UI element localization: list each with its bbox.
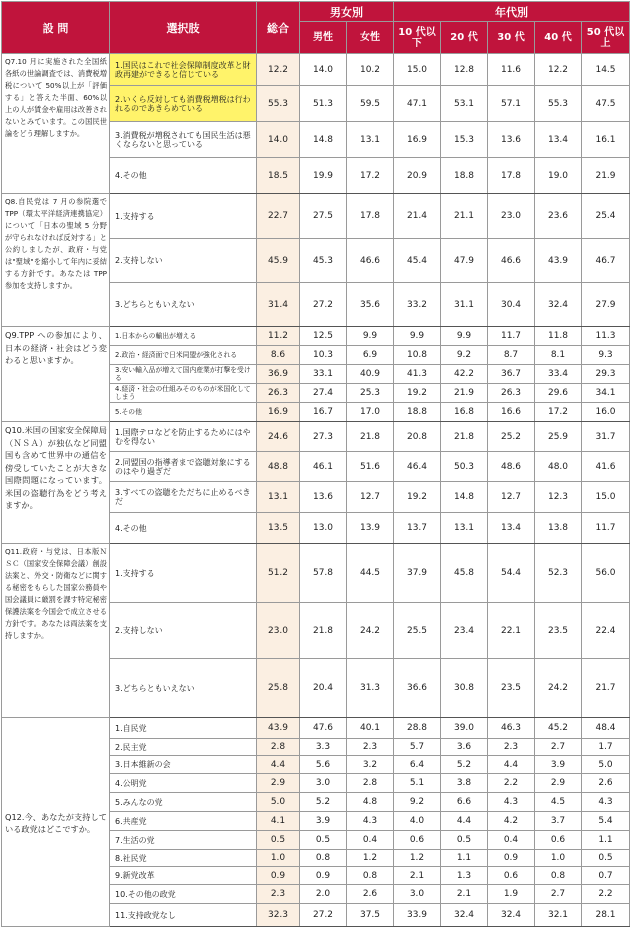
value-cell: 21.8: [347, 422, 394, 452]
age-20s-column-header: 20 代: [441, 22, 488, 54]
value-cell: 11.6: [488, 54, 535, 86]
value-cell: 23.5: [535, 603, 582, 659]
value-cell: 0.6: [488, 867, 535, 885]
value-cell: 32.4: [488, 904, 535, 927]
value-cell: 45.8: [441, 544, 488, 603]
value-cell: 16.1: [582, 122, 630, 158]
value-cell: 23.0: [488, 194, 535, 239]
value-cell: 4.3: [488, 793, 535, 812]
value-cell: 46.6: [488, 239, 535, 283]
value-cell: 2.7: [535, 885, 582, 904]
value-cell: 2.0: [300, 885, 347, 904]
value-cell: 3.9: [535, 756, 582, 774]
value-cell: 20.9: [394, 158, 441, 194]
value-cell: 5.6: [300, 756, 347, 774]
value-cell: 9.9: [347, 327, 394, 346]
value-cell: 14.0: [300, 54, 347, 86]
choice-cell: 4.その他: [110, 158, 257, 194]
value-cell: 29.6: [535, 384, 582, 403]
value-cell: 46.1: [300, 452, 347, 482]
total-value-cell: 22.7: [257, 194, 300, 239]
value-cell: 45.3: [300, 239, 347, 283]
female-column-header: 女性: [347, 22, 394, 54]
value-cell: 15.0: [394, 54, 441, 86]
value-cell: 5.4: [582, 812, 630, 831]
value-cell: 18.8: [394, 403, 441, 422]
value-cell: 1.2: [347, 850, 394, 867]
value-cell: 0.6: [394, 831, 441, 850]
gender-group-header: 男女別: [300, 2, 394, 22]
total-column-header: 総合: [257, 2, 300, 54]
value-cell: 35.6: [347, 283, 394, 327]
value-cell: 48.0: [535, 452, 582, 482]
age-group-header: 年代別: [394, 2, 630, 22]
table-row: [2, 327, 630, 346]
value-cell: 30.8: [441, 659, 488, 718]
value-cell: 21.4: [394, 194, 441, 239]
total-value-cell: 5.0: [257, 793, 300, 812]
choice-cell: 3.すべての盗聴をただちに止めるべきだ: [110, 482, 257, 513]
value-cell: 47.1: [394, 86, 441, 122]
total-value-cell: 26.3: [257, 384, 300, 403]
total-value-cell: 2.8: [257, 739, 300, 756]
value-cell: 6.4: [394, 756, 441, 774]
value-cell: 1.2: [394, 850, 441, 867]
value-cell: 16.9: [394, 122, 441, 158]
value-cell: 25.2: [488, 422, 535, 452]
choice-cell: 5.その他: [110, 403, 257, 422]
total-value-cell: 51.2: [257, 544, 300, 603]
value-cell: 17.2: [347, 158, 394, 194]
value-cell: 19.2: [394, 384, 441, 403]
value-cell: 4.4: [441, 812, 488, 831]
value-cell: 9.9: [441, 327, 488, 346]
value-cell: 14.8: [441, 482, 488, 513]
value-cell: 17.8: [488, 158, 535, 194]
choice-cell: 7.生活の党: [110, 831, 257, 850]
value-cell: 10.8: [394, 346, 441, 365]
table-row: [2, 194, 630, 239]
value-cell: 22.4: [582, 603, 630, 659]
value-cell: 11.7: [582, 513, 630, 544]
choice-cell: 3.消費税が増税されても国民生活は悪くならないと思っている: [110, 122, 257, 158]
age-30s-column-header: 30 代: [488, 22, 535, 54]
value-cell: 16.7: [300, 403, 347, 422]
total-value-cell: 13.1: [257, 482, 300, 513]
total-value-cell: 18.5: [257, 158, 300, 194]
total-value-cell: 25.8: [257, 659, 300, 718]
total-value-cell: 13.5: [257, 513, 300, 544]
value-cell: 19.2: [394, 482, 441, 513]
value-cell: 1.1: [441, 850, 488, 867]
value-cell: 34.1: [582, 384, 630, 403]
value-cell: 3.6: [441, 739, 488, 756]
choice-cell: 4.公明党: [110, 774, 257, 793]
value-cell: 16.8: [441, 403, 488, 422]
total-value-cell: 55.3: [257, 86, 300, 122]
value-cell: 0.9: [488, 850, 535, 867]
value-cell: 52.3: [535, 544, 582, 603]
value-cell: 25.4: [582, 194, 630, 239]
total-value-cell: 48.8: [257, 452, 300, 482]
total-value-cell: 0.5: [257, 831, 300, 850]
value-cell: 32.4: [535, 283, 582, 327]
male-column-header: 男性: [300, 22, 347, 54]
value-cell: 11.8: [535, 327, 582, 346]
choice-cell: 1.国民はこれで社会保障制度改革と財政再建ができると信じている: [110, 54, 257, 86]
value-cell: 23.6: [535, 194, 582, 239]
value-cell: 47.5: [582, 86, 630, 122]
choice-cell: 1.自民党: [110, 718, 257, 739]
total-value-cell: 1.0: [257, 850, 300, 867]
question-cell: Q12.今、あなたが支持している政党はどこですか。: [2, 718, 110, 927]
value-cell: 9.2: [441, 346, 488, 365]
question-cell: Q9.TPP への参加により、日本の経済・社会はどう変わると思いますか。: [2, 327, 110, 422]
value-cell: 13.4: [535, 122, 582, 158]
value-cell: 3.2: [347, 756, 394, 774]
value-cell: 2.7: [535, 739, 582, 756]
total-value-cell: 12.2: [257, 54, 300, 86]
survey-results-table: [1, 1, 630, 927]
value-cell: 51.6: [347, 452, 394, 482]
value-cell: 4.3: [582, 793, 630, 812]
value-cell: 5.2: [441, 756, 488, 774]
value-cell: 2.6: [582, 774, 630, 793]
value-cell: 4.3: [347, 812, 394, 831]
question-cell: Q10.米国の国家安全保障局（ＮＳＡ）が独仏など同盟国も含めて世界中の通信を傍受していたことが大きな国際問題になっています。米国の盗聴行為をどう考えますか。: [2, 422, 110, 544]
value-cell: 14.8: [300, 122, 347, 158]
value-cell: 2.8: [347, 774, 394, 793]
value-cell: 21.1: [441, 194, 488, 239]
value-cell: 2.2: [582, 885, 630, 904]
value-cell: 12.7: [347, 482, 394, 513]
choice-cell: 1.国際テロなどを防止するためにはやむを得ない: [110, 422, 257, 452]
value-cell: 15.0: [582, 482, 630, 513]
total-value-cell: 43.9: [257, 718, 300, 739]
value-cell: 33.4: [535, 365, 582, 384]
value-cell: 3.9: [300, 812, 347, 831]
choice-cell: 3.どちらともいえない: [110, 659, 257, 718]
choice-cell: 4.経済・社会の仕組みそのものが米国化してしまう: [110, 384, 257, 403]
value-cell: 6.6: [441, 793, 488, 812]
value-cell: 13.8: [535, 513, 582, 544]
value-cell: 47.6: [300, 718, 347, 739]
value-cell: 31.3: [347, 659, 394, 718]
value-cell: 53.1: [441, 86, 488, 122]
total-value-cell: 31.4: [257, 283, 300, 327]
value-cell: 36.6: [394, 659, 441, 718]
value-cell: 23.4: [441, 603, 488, 659]
value-cell: 0.5: [582, 850, 630, 867]
table-row: [2, 544, 630, 603]
value-cell: 9.3: [582, 346, 630, 365]
total-value-cell: 24.6: [257, 422, 300, 452]
choice-cell: 8.社民党: [110, 850, 257, 867]
value-cell: 31.1: [441, 283, 488, 327]
table-row: [2, 422, 630, 452]
table-row: [2, 54, 630, 86]
value-cell: 25.3: [347, 384, 394, 403]
value-cell: 28.8: [394, 718, 441, 739]
choice-cell: 2.同盟国の指導者まで盗聴対象にするのはやり過ぎだ: [110, 452, 257, 482]
value-cell: 17.0: [347, 403, 394, 422]
value-cell: 5.1: [394, 774, 441, 793]
value-cell: 5.2: [300, 793, 347, 812]
value-cell: 27.5: [300, 194, 347, 239]
value-cell: 41.6: [582, 452, 630, 482]
value-cell: 14.5: [582, 54, 630, 86]
value-cell: 5.7: [394, 739, 441, 756]
value-cell: 12.2: [535, 54, 582, 86]
value-cell: 13.1: [347, 122, 394, 158]
total-value-cell: 0.9: [257, 867, 300, 885]
total-value-cell: 32.3: [257, 904, 300, 927]
value-cell: 0.6: [535, 831, 582, 850]
choice-cell: 3.どちらともいえない: [110, 283, 257, 327]
value-cell: 2.1: [441, 885, 488, 904]
value-cell: 3.0: [300, 774, 347, 793]
value-cell: 32.4: [441, 904, 488, 927]
total-value-cell: 14.0: [257, 122, 300, 158]
value-cell: 5.0: [582, 756, 630, 774]
choice-cell: 1.支持する: [110, 544, 257, 603]
value-cell: 33.9: [394, 904, 441, 927]
total-value-cell: 23.0: [257, 603, 300, 659]
choice-cell: 10.その他の政党: [110, 885, 257, 904]
choice-cell: 2.支持しない: [110, 239, 257, 283]
value-cell: 19.0: [535, 158, 582, 194]
value-cell: 48.6: [488, 452, 535, 482]
value-cell: 1.0: [535, 850, 582, 867]
choice-cell: 5.みんなの党: [110, 793, 257, 812]
value-cell: 27.2: [300, 904, 347, 927]
value-cell: 21.8: [300, 603, 347, 659]
choice-cell: 1.支持する: [110, 194, 257, 239]
value-cell: 40.9: [347, 365, 394, 384]
value-cell: 2.3: [347, 739, 394, 756]
value-cell: 33.1: [300, 365, 347, 384]
value-cell: 17.8: [347, 194, 394, 239]
value-cell: 37.9: [394, 544, 441, 603]
choice-cell: 11.支持政党なし: [110, 904, 257, 927]
value-cell: 2.9: [535, 774, 582, 793]
value-cell: 37.5: [347, 904, 394, 927]
value-cell: 13.0: [300, 513, 347, 544]
value-cell: 42.2: [441, 365, 488, 384]
value-cell: 16.6: [488, 403, 535, 422]
value-cell: 4.5: [535, 793, 582, 812]
value-cell: 24.2: [535, 659, 582, 718]
total-value-cell: 11.2: [257, 327, 300, 346]
total-value-cell: 4.1: [257, 812, 300, 831]
value-cell: 0.4: [347, 831, 394, 850]
value-cell: 39.0: [441, 718, 488, 739]
value-cell: 20.4: [300, 659, 347, 718]
value-cell: 13.4: [488, 513, 535, 544]
value-cell: 45.2: [535, 718, 582, 739]
value-cell: 55.3: [535, 86, 582, 122]
value-cell: 46.3: [488, 718, 535, 739]
value-cell: 2.2: [488, 774, 535, 793]
value-cell: 54.4: [488, 544, 535, 603]
value-cell: 27.9: [582, 283, 630, 327]
choice-cell: 2.支持しない: [110, 603, 257, 659]
value-cell: 3.7: [535, 812, 582, 831]
value-cell: 0.7: [582, 867, 630, 885]
value-cell: 11.7: [488, 327, 535, 346]
value-cell: 29.3: [582, 365, 630, 384]
value-cell: 20.8: [394, 422, 441, 452]
survey-body: [2, 54, 630, 927]
value-cell: 28.1: [582, 904, 630, 927]
value-cell: 0.5: [441, 831, 488, 850]
value-cell: 57.8: [300, 544, 347, 603]
value-cell: 0.9: [300, 867, 347, 885]
value-cell: 30.4: [488, 283, 535, 327]
total-value-cell: 8.6: [257, 346, 300, 365]
value-cell: 50.3: [441, 452, 488, 482]
value-cell: 19.9: [300, 158, 347, 194]
value-cell: 8.1: [535, 346, 582, 365]
value-cell: 4.2: [488, 812, 535, 831]
value-cell: 13.6: [300, 482, 347, 513]
value-cell: 25.9: [535, 422, 582, 452]
value-cell: 22.1: [488, 603, 535, 659]
value-cell: 1.9: [488, 885, 535, 904]
table-row: [2, 718, 630, 739]
value-cell: 0.5: [300, 831, 347, 850]
value-cell: 0.8: [535, 867, 582, 885]
value-cell: 2.1: [394, 867, 441, 885]
value-cell: 3.3: [300, 739, 347, 756]
value-cell: 46.7: [582, 239, 630, 283]
choice-cell: 3.日本維新の会: [110, 756, 257, 774]
question-cell: Q7.10 月に実施された全国紙各紙の世論調査では、消費税増税について 50%以上が「評価する」と答えた半面、60%以上の人が賃金や雇用は改善されないとみています。この国民世論をどう理解しますか。: [2, 54, 110, 194]
choice-cell: 3.安い輸入品が増えて国内産業が打撃を受ける: [110, 365, 257, 384]
value-cell: 18.8: [441, 158, 488, 194]
value-cell: 16.0: [582, 403, 630, 422]
value-cell: 8.7: [488, 346, 535, 365]
value-cell: 0.8: [300, 850, 347, 867]
value-cell: 15.3: [441, 122, 488, 158]
value-cell: 3.8: [441, 774, 488, 793]
total-value-cell: 36.9: [257, 365, 300, 384]
value-cell: 1.1: [582, 831, 630, 850]
value-cell: 43.9: [535, 239, 582, 283]
value-cell: 27.2: [300, 283, 347, 327]
value-cell: 1.7: [582, 739, 630, 756]
choice-cell: 4.その他: [110, 513, 257, 544]
value-cell: 25.5: [394, 603, 441, 659]
value-cell: 56.0: [582, 544, 630, 603]
total-value-cell: 2.9: [257, 774, 300, 793]
value-cell: 10.2: [347, 54, 394, 86]
value-cell: 6.9: [347, 346, 394, 365]
value-cell: 24.2: [347, 603, 394, 659]
value-cell: 9.9: [394, 327, 441, 346]
choice-cell: 6.共産党: [110, 812, 257, 831]
total-value-cell: 4.4: [257, 756, 300, 774]
value-cell: 12.7: [488, 482, 535, 513]
value-cell: 21.8: [441, 422, 488, 452]
value-cell: 11.3: [582, 327, 630, 346]
value-cell: 17.2: [535, 403, 582, 422]
value-cell: 27.4: [300, 384, 347, 403]
value-cell: 46.4: [394, 452, 441, 482]
value-cell: 48.4: [582, 718, 630, 739]
value-cell: 13.6: [488, 122, 535, 158]
value-cell: 21.7: [582, 659, 630, 718]
value-cell: 59.5: [347, 86, 394, 122]
age-10s-column-header: 10 代以下: [394, 22, 441, 54]
value-cell: 4.0: [394, 812, 441, 831]
choice-cell: 2.民主党: [110, 739, 257, 756]
value-cell: 2.6: [347, 885, 394, 904]
choice-cell: 2.いくら反対しても消費税増税は行われるのであきらめている: [110, 86, 257, 122]
value-cell: 45.4: [394, 239, 441, 283]
total-value-cell: 2.3: [257, 885, 300, 904]
value-cell: 1.3: [441, 867, 488, 885]
value-cell: 3.0: [394, 885, 441, 904]
value-cell: 31.7: [582, 422, 630, 452]
question-cell: Q11.政府・与党は、日本版ＮＳＣ（国家安全保障会議）創設法案と、外交・防衛などに関する秘密をもらした国家公務員や国会議員に厳罰を課す特定秘密保護法案を今国会で成立させる方針です。あなたは両法案を支持しますか。: [2, 544, 110, 718]
question-cell: Q8.自民党は 7 月の参院選で TPP（環太平洋経済連携協定）について「日本の聖域 5 分野が守られなければ反対する」と公約しましたが、政府・与党は"聖域"を縮小して年内に妥結する方針です。あなたは TPP 参加を支持しますか。: [2, 194, 110, 327]
value-cell: 26.3: [488, 384, 535, 403]
value-cell: 0.4: [488, 831, 535, 850]
value-cell: 33.2: [394, 283, 441, 327]
value-cell: 13.9: [347, 513, 394, 544]
choice-column-header: 選択肢: [110, 2, 257, 54]
value-cell: 47.9: [441, 239, 488, 283]
choice-cell: 9.新党改革: [110, 867, 257, 885]
question-column-header: 設 問: [2, 2, 110, 54]
value-cell: 13.1: [441, 513, 488, 544]
value-cell: 41.3: [394, 365, 441, 384]
value-cell: 32.1: [535, 904, 582, 927]
value-cell: 36.7: [488, 365, 535, 384]
value-cell: 12.8: [441, 54, 488, 86]
value-cell: 9.2: [394, 793, 441, 812]
value-cell: 13.7: [394, 513, 441, 544]
value-cell: 23.5: [488, 659, 535, 718]
value-cell: 46.6: [347, 239, 394, 283]
value-cell: 4.8: [347, 793, 394, 812]
value-cell: 27.3: [300, 422, 347, 452]
choice-cell: 2.政治・経済面で日米同盟が強化される: [110, 346, 257, 365]
value-cell: 12.5: [300, 327, 347, 346]
value-cell: 51.3: [300, 86, 347, 122]
value-cell: 57.1: [488, 86, 535, 122]
value-cell: 12.3: [535, 482, 582, 513]
age-50s-column-header: 50 代以上: [582, 22, 630, 54]
value-cell: 40.1: [347, 718, 394, 739]
value-cell: 21.9: [582, 158, 630, 194]
value-cell: 10.3: [300, 346, 347, 365]
value-cell: 21.9: [441, 384, 488, 403]
age-40s-column-header: 40 代: [535, 22, 582, 54]
value-cell: 44.5: [347, 544, 394, 603]
value-cell: 4.4: [488, 756, 535, 774]
total-value-cell: 45.9: [257, 239, 300, 283]
value-cell: 0.8: [347, 867, 394, 885]
value-cell: 2.3: [488, 739, 535, 756]
total-value-cell: 16.9: [257, 403, 300, 422]
choice-cell: 1.日本からの輸出が増える: [110, 327, 257, 346]
